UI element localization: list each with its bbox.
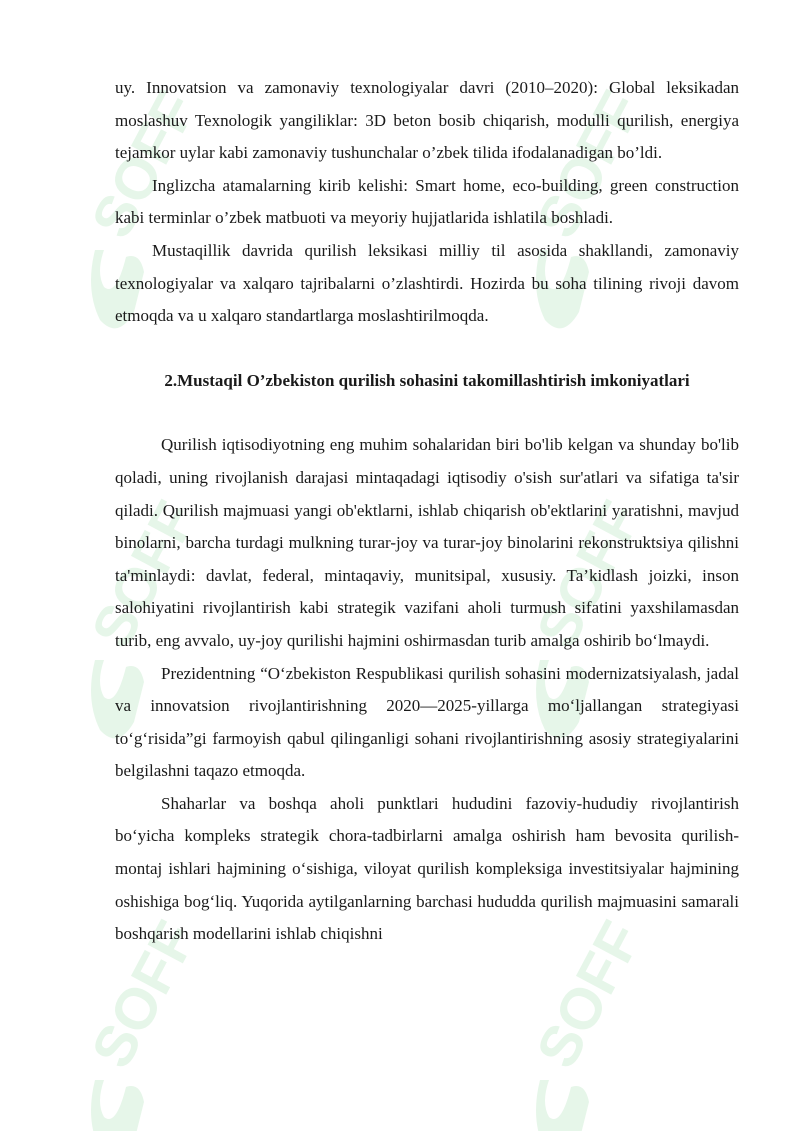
paragraph: Prezidentning “O‘zbekiston Respublikasi qurilish sohasini modernizatsiyalash, jadal va innovatsion rivojlantirishning 2020—2025-yillarga mo‘ljallangan strategiyasi to‘g‘risida”gi farmoyish qabul qilinganligi sohani rivojlantirishning asosiy strategiyalarini belgilashni taqazo etmoqda. [115,663,739,781]
paragraph: Mustaqillik davrida qurilish leksikasi milliy til asosida shakllandi, zamonaviy texnologiyalar va xalqaro tajribalarni o’zlashtirdi. Hozirda bu soha tilining rivoji davom etmoqda va u xalqaro standartlarga moslashtirilmoqda. [115,240,739,326]
section-heading: 2.Mustaqil O’zbekiston qurilish sohasini takomillashtirish imkoniyatlari [164,370,690,390]
paragraph: Shaharlar va boshqa aholi punktlari hududini fazoviy-hududiy rivojlantirish bo‘yicha kompleks strategik chora-tadbirlarni amalga oshirish ham bevosita qurilish-montaj ishlari hajmining o‘sishiga, viloyat qurilish kompleksiga investitsiyalar hajmining oshishiga bog‘liq. Yuqorida aytilganlarning barchasi hududda qurilish majmuasini samarali boshqarish modellarini ishlab chiqishni [115,793,739,944]
paragraph: Inglizcha atamalarning kirib kelishi: Smart home, eco-building, green construction kabi terminlar o’zbek matbuoti va meyoriy hujjatlarida ishlatila boshladi. [115,175,739,228]
paragraph: uy. Innovatsion va zamonaviy texnologiyalar davri (2010–2020): Global leksikadan moslashuv Texnologik yangiliklar: 3D beton bosib chiqarish, modulli qurilish, energiya tejamkor uylar kabi zamonaviy tushunchalar o’zbek tilida ifodalanadigan bo’ldi. [115,78,739,163]
document-body [115,72,739,951]
paragraph: Qurilish iqtisodiyotning eng muhim sohalaridan biri bo'lib kelgan va shunday bo'lib qoladi, uning rivojlanish darajasi mintaqadagi iqtisodiy o'sish sur'atlari va sifatiga ta'sir qiladi. Qurilish majmuasi yangi ob'ektlarni, ishlab chiqarish ob'ektlarini yaratishni, mavjud binolarni, barcha turdagi mulkning turar-joy va turar-joy binolarini rekonstruktsiya qilishni ta'minlaydi: davlat, federal, mintaqaviy, munitsipal, xususiy. Ta’kidlash joizki, inson salohiyatini rivojlantirish kabi strategik vazifani aholi turmush sifatini yaxshilamasdan turib, eng avvalo, uy-joy qurilishi hajmini oshirmasdan turib amalga oshirib bo‘lmaydi. [115,435,739,650]
